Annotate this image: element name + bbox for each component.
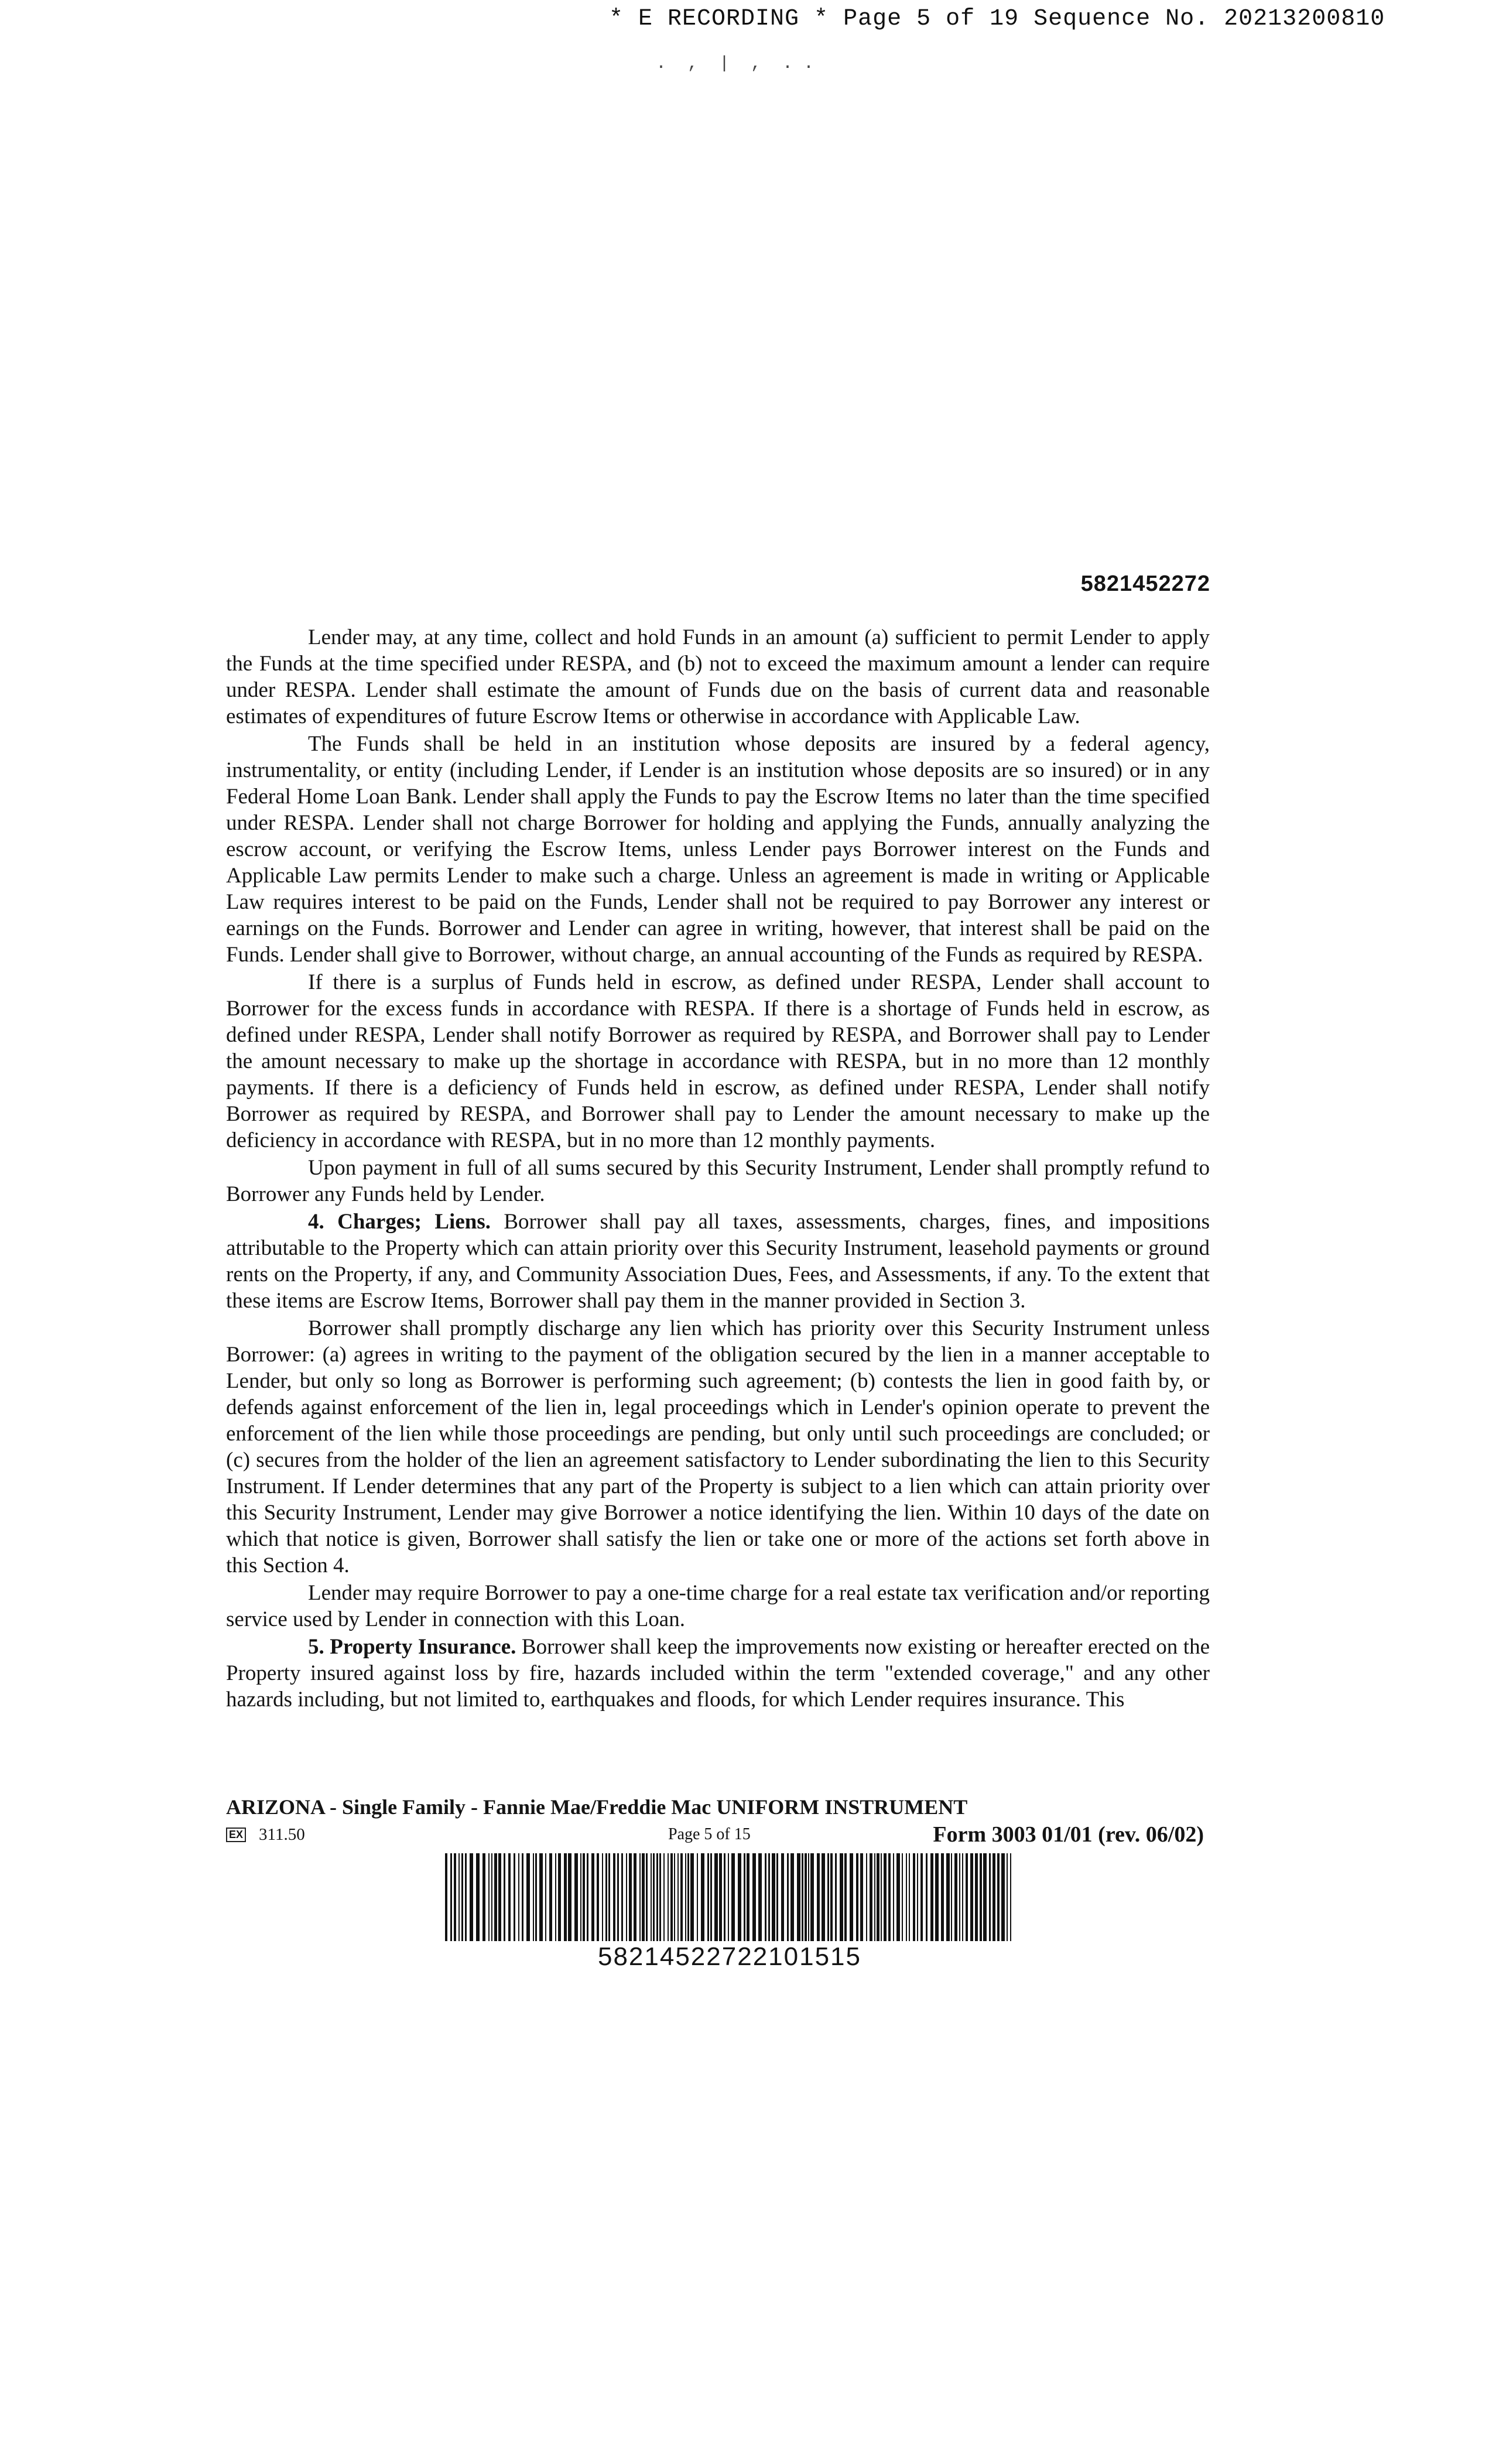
barcode-bar xyxy=(494,1853,497,1941)
barcode-bar xyxy=(906,1853,907,1941)
barcode-bar xyxy=(646,1853,648,1941)
barcode-bar xyxy=(959,1853,960,1941)
barcode-bar xyxy=(731,1853,735,1941)
barcode-bar xyxy=(445,1853,447,1941)
barcode-bar xyxy=(877,1853,879,1941)
barcode-bar xyxy=(768,1853,770,1941)
barcode-bar xyxy=(787,1853,789,1941)
barcode-bar xyxy=(454,1853,456,1941)
barcode-bar xyxy=(781,1853,784,1941)
form-footer xyxy=(226,1795,1204,1849)
recording-header: * E RECORDING * Page 5 of 19 Sequence No. 20213200810 xyxy=(609,6,1385,32)
barcode-bar xyxy=(613,1853,615,1941)
paragraph-funds-held: The Funds shall be held in an institution whose deposits are insured by a federal agency, instrumentality, or entity (including Lender, if Lender is an institution whose deposits are so insured) or in any Federal Home Loan Bank. Lender shall apply the Funds to pay the Escrow Items no later than the time specified under RESPA. Lender shall not charge Borrower for holding and applying the Funds, annually analyzing the escrow account, or verifying the Escrow Items, unless Lender pays Borrower interest on the Funds and Applicable Law permits Lender to make such a charge. Unless an agreement is made in writing or Applicable Law requires interest to be paid on the Funds, Lender shall not be required to pay Borrower any interest or earnings on the Funds. Borrower and Lender can agree in writing, however, that interest shall be paid on the Funds. Lender shall give to Borrower, without charge, an annual accounting of the Funds as required by RESPA. xyxy=(226,732,1210,967)
barcode-bar xyxy=(719,1853,722,1941)
barcode-bar xyxy=(670,1853,673,1941)
barcode-bar xyxy=(797,1853,800,1941)
loan-number: 5821452272 xyxy=(1080,571,1210,596)
barcode-bar xyxy=(461,1853,463,1941)
barcode-bar xyxy=(568,1853,571,1941)
barcode-bar xyxy=(844,1853,847,1941)
barcode-bar xyxy=(482,1853,485,1941)
barcode-bar xyxy=(508,1853,511,1941)
barcode-bar xyxy=(591,1853,594,1941)
barcode-bar xyxy=(621,1853,623,1941)
barcode-bar xyxy=(902,1853,903,1941)
barcode-bar xyxy=(639,1853,641,1941)
barcode-bar xyxy=(758,1853,762,1941)
barcode-bar xyxy=(458,1853,460,1941)
barcode-bar xyxy=(946,1853,950,1941)
barcode-bar xyxy=(856,1853,858,1941)
barcode-bar xyxy=(951,1853,952,1941)
barcode-bar xyxy=(776,1853,778,1941)
barcode-bar xyxy=(539,1853,543,1941)
barcode-block xyxy=(443,1853,1017,1972)
barcode-bar xyxy=(617,1853,619,1941)
footer-code-number: 311.50 xyxy=(259,1825,305,1844)
barcode-bar xyxy=(651,1853,652,1941)
barcode-bar xyxy=(802,1853,803,1941)
footer-title: ARIZONA - Single Family - Fannie Mae/Freddie Mac UNIFORM INSTRUMENT xyxy=(226,1795,968,1819)
barcode-bar xyxy=(738,1853,741,1941)
paragraph-tax-verification: Lender may require Borrower to pay a one-time charge for a real estate tax verification and/or reporting service used by Lender in connection with this Loan. xyxy=(226,1581,1210,1631)
barcode-bar xyxy=(680,1853,683,1941)
barcode-bar xyxy=(629,1853,632,1941)
barcode-bar xyxy=(881,1853,882,1941)
barcode-bar xyxy=(983,1853,987,1941)
barcode-bar xyxy=(701,1853,704,1941)
barcode-bar xyxy=(808,1853,809,1941)
barcode-bar xyxy=(772,1853,775,1941)
paragraph-refund: Upon payment in full of all sums secured by this Security Instrument, Lender shall promptly refund to Borrower any Funds held by Lender. xyxy=(226,1156,1210,1206)
barcode-bar xyxy=(724,1853,725,1941)
barcode-bar xyxy=(549,1853,552,1941)
barcode-bar xyxy=(850,1853,853,1941)
barcode-bar xyxy=(962,1853,963,1941)
barcode-bar xyxy=(926,1853,928,1941)
barcode-bar xyxy=(817,1853,820,1941)
barcode-bar xyxy=(835,1853,837,1941)
barcode-bar xyxy=(714,1853,718,1941)
section-5-property-insurance xyxy=(226,1634,1210,1713)
barcode-bar xyxy=(602,1853,603,1941)
barcode-bar xyxy=(450,1853,452,1941)
barcode-bar xyxy=(860,1853,863,1941)
barcode-bar xyxy=(626,1853,627,1941)
barcode-bar xyxy=(504,1853,505,1941)
barcode-bar xyxy=(765,1853,766,1941)
barcode-bar xyxy=(1001,1853,1005,1941)
barcode-bar xyxy=(810,1853,814,1941)
barcode-bar xyxy=(920,1853,923,1941)
barcode-bar xyxy=(917,1853,918,1941)
barcode-bar xyxy=(830,1853,833,1941)
barcode-bar xyxy=(663,1853,665,1941)
barcode-bar xyxy=(935,1853,939,1941)
barcode-bar xyxy=(980,1853,982,1941)
barcode-bar xyxy=(1010,1853,1011,1941)
barcode-bar xyxy=(690,1853,694,1941)
barcode-bar xyxy=(674,1853,675,1941)
footer-code xyxy=(226,1825,305,1844)
barcode-bar xyxy=(697,1853,698,1941)
barcode-bar xyxy=(913,1853,915,1941)
barcode-bar xyxy=(954,1853,957,1941)
barcode-bar xyxy=(574,1853,578,1941)
barcode-bar xyxy=(642,1853,645,1941)
barcode-bar xyxy=(866,1853,867,1941)
paragraph-funds-collection: Lender may, at any time, collect and hold Funds in an amount (a) sufficient to permit Lender to apply the Funds at the time specified under RESPA, and (b) not to exceed the maximum amount a lender can require under RESPA. Lender shall estimate the amount of Funds due on the basis of current data and reasonable estimates of expenditures of future Escrow Items or otherwise in accordance with Applicable Law. xyxy=(226,625,1210,728)
barcode-bar xyxy=(997,1853,1000,1941)
barcode-bar xyxy=(896,1853,900,1941)
barcode-bar xyxy=(888,1853,891,1941)
document-body xyxy=(226,624,1210,1714)
barcode-bar xyxy=(966,1853,968,1941)
barcode-bar xyxy=(587,1853,588,1941)
paragraph-surplus-shortage: If there is a surplus of Funds held in escrow, as defined under RESPA, Lender shall account to Borrower for the excess funds in accordance with RESPA. If there is a shortage of Funds held in escrow, as defined under RESPA, Lender shall notify Borrower as required by RESPA, and Borrower shall pay to Lender the amount necessary to make up the shortage in accordance with RESPA, but in no more than 12 monthly payments. If there is a deficiency of Funds held in escrow, as defined under RESPA, Lender shall notify Borrower as required by RESPA, and Borrower shall pay to Lender the amount necessary to make up the deficiency in accordance with RESPA, but in no more than 12 monthly payments. xyxy=(226,970,1210,1152)
barcode-bar xyxy=(535,1853,537,1941)
barcode-bar xyxy=(518,1853,519,1941)
barcode-bar xyxy=(970,1853,973,1941)
barcode-bar xyxy=(930,1853,933,1941)
section-5-heading: 5. Property Insurance. xyxy=(308,1635,516,1659)
barcode-bar xyxy=(608,1853,610,1941)
barcode-bar xyxy=(653,1853,655,1941)
paragraph-lien-discharge: Borrower shall promptly discharge any lien which has priority over this Security Instrument unless Borrower: (a) agrees in writing to the payment of the obligation secured by the lien in a manner acceptable to Lender, but only so long as Borrower is performing such agreement; (b) contests the lien in good faith by, or defends against enforcement of the lien in, legal proceedings which in Lender's opinion operate to prevent the enforcement of the lien while those proceedings are pending, but only until such proceedings are concluded; or (c) secures from the holder of the lien an agreement satisfactory to Lender subordinating the lien to this Security Instrument. If Lender determines that any part of the Property is subject to a lien which can attain priority over this Security Instrument, Lender may give Borrower a notice identifying the lien. Within 10 days of the date on which that notice is given, Borrower shall satisfy the lien or take one or more of the actions set forth above in this Section 4. xyxy=(226,1316,1210,1577)
barcode-bar xyxy=(545,1853,546,1941)
barcode-bar xyxy=(710,1853,712,1941)
barcode-bar xyxy=(668,1853,669,1941)
barcode-bar xyxy=(564,1853,567,1941)
barcode-bar xyxy=(583,1853,585,1941)
barcode-bar xyxy=(597,1853,599,1941)
barcode-bar xyxy=(728,1853,729,1941)
barcode-bar xyxy=(790,1853,794,1941)
section-4-charges-liens xyxy=(226,1209,1210,1314)
footer-form-number: Form 3003 01/01 (rev. 06/02) xyxy=(933,1822,1204,1847)
footer-page-number: Page 5 of 15 xyxy=(668,1825,751,1843)
barcode-bar xyxy=(488,1853,490,1941)
barcode-bar xyxy=(555,1853,556,1941)
barcode-bar xyxy=(941,1853,944,1941)
barcode-bar xyxy=(580,1853,581,1941)
barcode-number: 58214522722101515 xyxy=(597,1942,861,1971)
barcode-bar xyxy=(470,1853,473,1941)
barcode-bar xyxy=(687,1853,689,1941)
barcode-bar xyxy=(491,1853,492,1941)
section-4-heading: 4. Charges; Liens. xyxy=(308,1210,491,1234)
barcode-bar xyxy=(870,1853,872,1941)
barcode-bar xyxy=(1007,1853,1008,1941)
barcode-bar xyxy=(522,1853,523,1941)
barcode-bar xyxy=(656,1853,658,1941)
barcode-bar xyxy=(514,1853,515,1941)
barcode-bar xyxy=(605,1853,607,1941)
barcode-bar xyxy=(744,1853,745,1941)
barcode-icon xyxy=(443,1853,1017,1941)
barcode-bar xyxy=(840,1853,843,1941)
barcode-bar xyxy=(707,1853,709,1941)
scan-specks: . , | , . . xyxy=(656,54,814,74)
barcode-bar xyxy=(476,1853,480,1941)
footer-row xyxy=(226,1822,1204,1849)
barcode-bar xyxy=(975,1853,978,1941)
barcode-bar xyxy=(677,1853,679,1941)
form-badge-icon: EX xyxy=(226,1828,246,1842)
barcode-bar xyxy=(685,1853,686,1941)
barcode-bar xyxy=(909,1853,910,1941)
barcode-bar xyxy=(659,1853,661,1941)
section-4-text: Borrower shall pay all taxes, assessments, charges, fines, and impositions attributable to the Property which can attain priority over this Security Instrument, leasehold payments or ground rents on the Property, if any, and Community Association Dues, Fees, and Assessments, if any. To the extent that these items are Escrow Items, Borrower shall pay them in the manner provided in Section 3. xyxy=(226,1210,1210,1313)
barcode-bar xyxy=(874,1853,875,1941)
barcode-bar xyxy=(558,1853,561,1941)
barcode-bar xyxy=(993,1853,995,1941)
barcode-bar xyxy=(822,1853,825,1941)
barcode-bar xyxy=(805,1853,807,1941)
barcode-bar xyxy=(884,1853,887,1941)
section-5-text: Borrower shall keep the improvements now existing or hereafter erected on the Property insured against loss by fire, hazards included within the term "extended coverage," and any other hazards including, but not limited to, earthquakes and floods, for which Lender requires insurance. This xyxy=(226,1635,1210,1712)
barcode-bar xyxy=(989,1853,991,1941)
barcode-bar xyxy=(747,1853,750,1941)
barcode-bar xyxy=(465,1853,467,1941)
barcode-bar xyxy=(533,1853,534,1941)
barcode-bar xyxy=(498,1853,501,1941)
barcode-bar xyxy=(827,1853,829,1941)
barcode-bar xyxy=(526,1853,530,1941)
barcode-bar xyxy=(752,1853,756,1941)
barcode-bar xyxy=(893,1853,894,1941)
barcode-bar xyxy=(634,1853,636,1941)
